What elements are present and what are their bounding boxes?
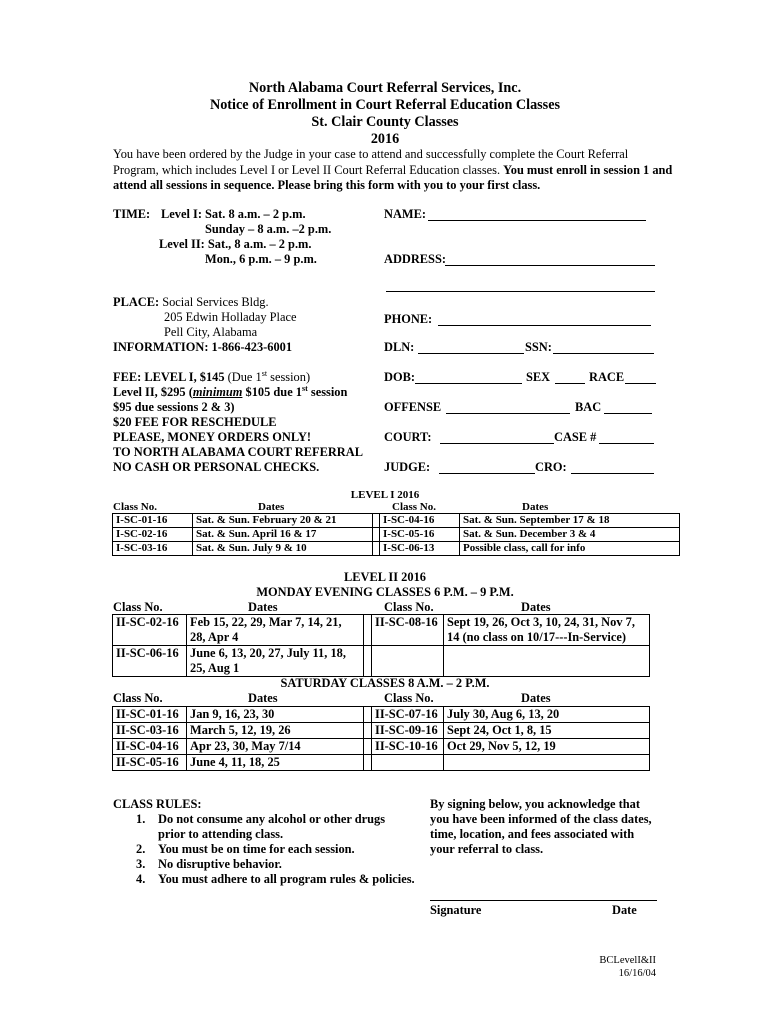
- fee-level1-session: session): [267, 370, 311, 384]
- fee-level2-session: session: [307, 385, 348, 399]
- class-dates: Sat. & Sun. February 20 & 21: [193, 514, 373, 528]
- acknowledge-line3: time, location, and fees associated with: [430, 827, 635, 841]
- race-label: RACE: [589, 370, 625, 384]
- table-spacer: [364, 707, 372, 723]
- class-dates: Jan 9, 16, 23, 30: [187, 707, 364, 723]
- place-city: Pell City, Alabama: [164, 325, 258, 339]
- class-dates: Oct 29, Nov 5, 12, 19: [444, 739, 650, 755]
- table-spacer: [373, 528, 380, 542]
- dob-field[interactable]: [415, 370, 522, 384]
- list-item: [130, 842, 430, 857]
- case-field[interactable]: [599, 430, 654, 444]
- class-number: II-SC-03-16: [113, 723, 187, 739]
- time-level2: Level II: Sat., 8 a.m. – 2 p.m.: [159, 237, 312, 251]
- rules-list: [130, 812, 430, 887]
- table-spacer: [364, 723, 372, 739]
- level2-title: LEVEL II 2016: [344, 570, 426, 584]
- class-number: II-SC-04-16: [113, 739, 187, 755]
- place-street: 205 Edwin Holladay Place: [164, 310, 297, 324]
- fee-level2: [113, 385, 347, 400]
- class-dates: Sat. & Sun. July 9 & 10: [193, 542, 373, 556]
- rules-title: CLASS RULES:: [113, 797, 202, 811]
- sex-field[interactable]: [555, 370, 585, 384]
- fee-no-cash: NO CASH OR PERSONAL CHECKS.: [113, 460, 320, 474]
- class-number: [372, 646, 444, 677]
- fee-level1-label: FEE: LEVEL I, $145: [113, 370, 228, 384]
- level2-monday-title: MONDAY EVENING CLASSES 6 P.M. – 9 P.M.: [256, 585, 514, 599]
- rule-text: You must be on time for each session.: [158, 842, 355, 856]
- class-dates: Possible class, call for info: [460, 542, 680, 556]
- level2-col-class-2: Class No.: [384, 600, 434, 614]
- class-dates: June 6, 13, 20, 27, July 11, 18, 25, Aug 1: [187, 646, 364, 677]
- rule-number: 2.: [136, 842, 146, 856]
- table-row: [113, 739, 650, 755]
- footer-date: 16/16/04: [618, 968, 656, 979]
- footer-code: BCLevelI&II: [599, 955, 656, 966]
- level2-monday-table: [112, 614, 650, 677]
- list-item: [130, 872, 430, 887]
- table-row: [113, 707, 650, 723]
- class-dates: March 5, 12, 19, 26: [187, 723, 364, 739]
- case-label: CASE #: [554, 430, 597, 444]
- class-dates: Sat. & Sun. September 17 & 18: [460, 514, 680, 528]
- dln-field[interactable]: [418, 340, 524, 354]
- rule-text-continued: prior to attending class.: [158, 827, 284, 841]
- race-field[interactable]: [625, 370, 656, 384]
- acknowledge-line1: By signing below, you acknowledge that: [430, 797, 640, 811]
- class-number: II-SC-07-16: [372, 707, 444, 723]
- class-dates: Apr 23, 30, May 7/14: [187, 739, 364, 755]
- list-item: [130, 857, 430, 872]
- cro-label: CRO:: [535, 460, 567, 474]
- level2-sat-col-class: Class No.: [113, 691, 163, 705]
- rule-text: Do not consume any alcohol or other drugs: [158, 812, 386, 826]
- level1-table: [112, 513, 680, 556]
- class-number: I-SC-02-16: [113, 528, 193, 542]
- table-spacer: [364, 646, 372, 677]
- rule-text: You must adhere to all program rules & policies.: [158, 872, 415, 886]
- table-spacer: [373, 514, 380, 528]
- class-number: II-SC-06-16: [113, 646, 187, 677]
- class-dates: June 4, 11, 18, 25: [187, 755, 364, 771]
- org-name: North Alabama Court Referral Services, Inc.: [248, 80, 522, 96]
- level2-col-dates-2: Dates: [521, 600, 551, 614]
- time-level1-sunday: Sunday – 8 a.m. –2 p.m.: [205, 222, 332, 236]
- signature-label: Signature: [430, 903, 482, 917]
- judge-field[interactable]: [439, 460, 535, 474]
- level1-title: LEVEL I 2016: [350, 489, 420, 501]
- table-spacer: [364, 755, 372, 771]
- class-number: I-SC-04-16: [380, 514, 460, 528]
- document-header: [0, 80, 770, 148]
- county-title: St. Clair County Classes: [311, 114, 459, 130]
- footer: [560, 954, 656, 980]
- class-dates: Feb 15, 22, 29, Mar 7, 14, 21, 28, Apr 4: [187, 615, 364, 646]
- fee-level2-sup: st: [302, 383, 308, 393]
- acknowledge-block: [430, 797, 652, 857]
- information-phone: INFORMATION: 1-866-423-6001: [113, 340, 293, 354]
- time-level2-monday: Mon., 6 p.m. – 9 p.m.: [205, 252, 317, 266]
- level2-saturday-table: [112, 706, 650, 771]
- dob-label: DOB:: [384, 370, 415, 384]
- fee-payable-to: TO NORTH ALABAMA COURT REFERRAL: [113, 445, 363, 459]
- class-dates: July 30, Aug 6, 13, 20: [444, 707, 650, 723]
- notice-title: Notice of Enrollment in Court Referral Education Classes: [209, 97, 561, 113]
- acknowledge-line4: your referral to class.: [430, 842, 544, 856]
- class-dates: Sat. & Sun. April 16 & 17: [193, 528, 373, 542]
- fee-level1: [113, 370, 310, 385]
- level1-col-dates: Dates: [258, 501, 285, 513]
- class-number: II-SC-09-16: [372, 723, 444, 739]
- class-dates: Sept 19, 26, Oct 3, 10, 24, 31, Nov 7, 14 (no class on 10/17---In-Service): [444, 615, 650, 646]
- judge-label: JUDGE:: [384, 460, 431, 474]
- phone-field[interactable]: [438, 312, 651, 326]
- fee-level2-due: $105 due 1: [242, 385, 302, 399]
- fee-level2-label: Level II, $295 (: [113, 385, 193, 399]
- bac-label: BAC: [575, 400, 602, 414]
- class-number: I-SC-05-16: [380, 528, 460, 542]
- rule-number: 1.: [136, 812, 146, 826]
- rule-number: 4.: [136, 872, 146, 886]
- list-item: [130, 812, 430, 842]
- place-block: [113, 295, 269, 310]
- level2-col-dates: Dates: [248, 600, 278, 614]
- sex-label: SEX: [526, 370, 551, 384]
- time-label: TIME:: [113, 207, 151, 221]
- offense-field[interactable]: [446, 400, 570, 414]
- class-number: [372, 755, 444, 771]
- level2-sat-col-dates: Dates: [248, 691, 278, 705]
- level2-saturday-title: SATURDAY CLASSES 8 A.M. – 2 P.M.: [280, 676, 490, 690]
- offense-label: OFFENSE: [384, 400, 442, 414]
- table-row: [113, 542, 680, 556]
- dln-label: DLN:: [384, 340, 415, 354]
- class-number: I-SC-01-16: [113, 514, 193, 528]
- fee-reschedule: $20 FEE FOR RESCHEDULE: [113, 415, 277, 429]
- class-number: II-SC-10-16: [372, 739, 444, 755]
- level1-col-class: Class No.: [113, 501, 158, 513]
- class-dates: Sept 24, Oct 1, 8, 15: [444, 723, 650, 739]
- place-label: PLACE:: [113, 295, 160, 309]
- fee-level2-minimum: minimum: [192, 385, 243, 399]
- fee-money-orders: PLEASE, MONEY ORDERS ONLY!: [113, 430, 312, 444]
- table-row: [113, 528, 680, 542]
- level2-sat-col-class-2: Class No.: [384, 691, 434, 705]
- table-row: [113, 755, 650, 771]
- phone-label: PHONE:: [384, 312, 433, 326]
- class-dates: Sat. & Sun. December 3 & 4: [460, 528, 680, 542]
- acknowledge-line2: you have been informed of the class dates,: [430, 812, 652, 826]
- fee-level1-due: (Due 1: [227, 370, 262, 384]
- table-row: [113, 514, 680, 528]
- time-level1: Level I: Sat. 8 a.m. – 2 p.m.: [161, 207, 306, 221]
- class-number: II-SC-01-16: [113, 707, 187, 723]
- class-dates: [444, 755, 650, 771]
- intro-bold-text: You must enroll in session 1 and attend all sessions in sequence. Please bring this form with you to your first class.: [113, 162, 673, 192]
- level2-sat-col-dates-2: Dates: [521, 691, 551, 705]
- ssn-field[interactable]: [553, 340, 654, 354]
- table-spacer: [364, 615, 372, 646]
- class-dates: [444, 646, 650, 677]
- class-number: II-SC-05-16: [113, 755, 187, 771]
- table-row: [113, 723, 650, 739]
- fee-level1-sup: st: [261, 368, 268, 378]
- address-field-line2[interactable]: [386, 278, 655, 292]
- intro-text: You have been ordered by the Judge in your case to attend and successfully complete the Court Referral Program, which includes Level I or Level II Court Referral Education classes.: [113, 147, 629, 177]
- class-number: II-SC-02-16: [113, 615, 187, 646]
- table-spacer: [373, 542, 380, 556]
- rule-number: 3.: [136, 857, 146, 871]
- court-field[interactable]: [440, 430, 554, 444]
- place-building: Social Services Bldg.: [159, 295, 269, 309]
- year-title: 2016: [370, 131, 400, 147]
- level1-col-dates-2: Dates: [522, 501, 549, 513]
- date-label: Date: [612, 903, 637, 917]
- fee-sessions: $95 due sessions 2 & 3): [113, 400, 235, 414]
- address-label: ADDRESS:: [384, 252, 446, 266]
- cro-field[interactable]: [571, 460, 654, 474]
- intro-paragraph: [113, 147, 673, 194]
- level1-col-class-2: Class No.: [392, 501, 437, 513]
- table-row: [113, 615, 650, 646]
- name-label: NAME:: [384, 207, 426, 221]
- class-number: I-SC-03-16: [113, 542, 193, 556]
- address-field[interactable]: [445, 252, 655, 266]
- bac-field[interactable]: [604, 400, 652, 414]
- class-number: II-SC-08-16: [372, 615, 444, 646]
- signature-line[interactable]: [430, 900, 657, 901]
- rule-text: No disruptive behavior.: [158, 857, 282, 871]
- class-number: I-SC-06-13: [380, 542, 460, 556]
- ssn-label: SSN:: [525, 340, 552, 354]
- table-row: [113, 646, 650, 677]
- name-field[interactable]: [428, 207, 646, 221]
- court-label: COURT:: [384, 430, 432, 444]
- table-spacer: [364, 739, 372, 755]
- level2-col-class: Class No.: [113, 600, 163, 614]
